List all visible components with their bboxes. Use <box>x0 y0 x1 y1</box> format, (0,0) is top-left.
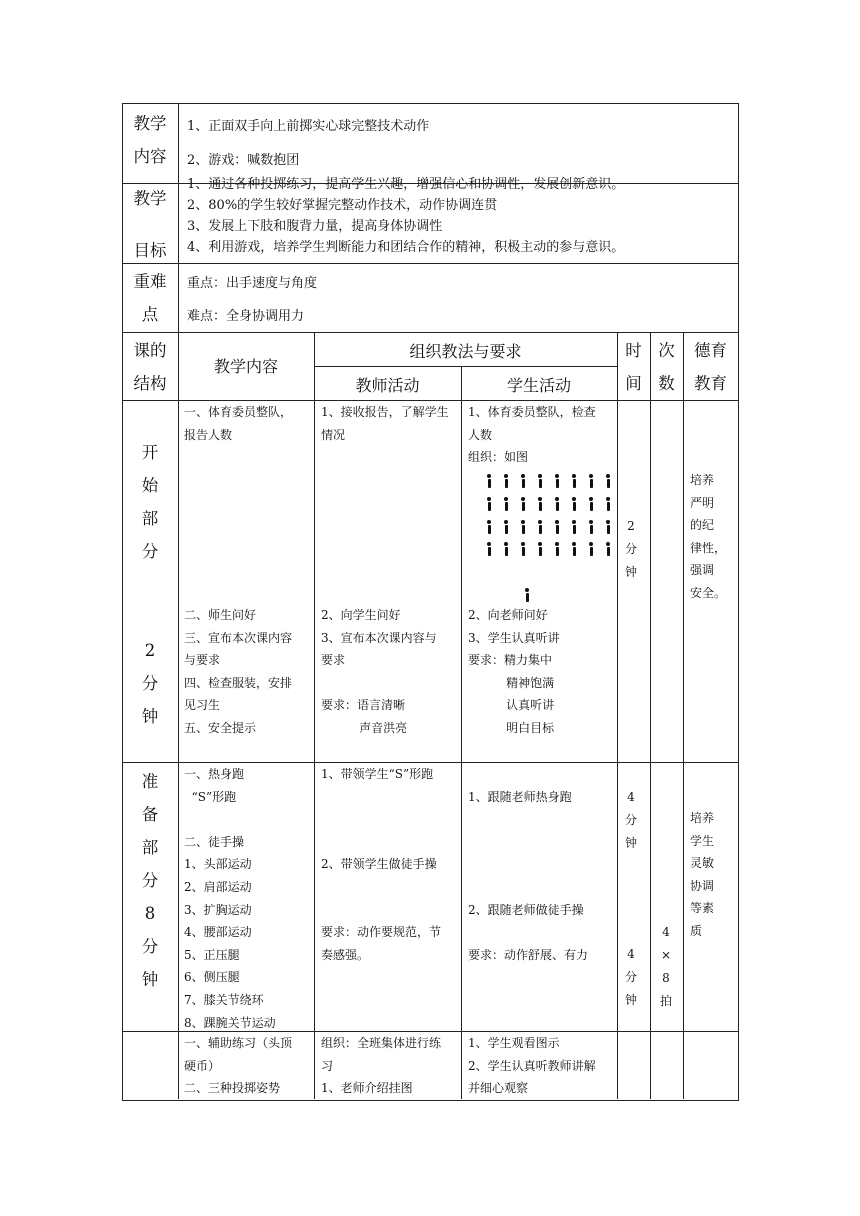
difficult-point: 难点：全身协调用力 <box>187 309 305 324</box>
student-figure-icon <box>538 474 542 488</box>
basic-student: 1、学生观看图示 2、学生认真听教师讲解 并细心观察 <box>468 1036 596 1096</box>
start-student-bottom: 2、向老师问好 3、学生认真听讲 要求：精力集中 精神饱满 认真听讲 明白目标 <box>468 608 560 735</box>
divider <box>122 263 738 264</box>
student-figure-icon <box>555 474 559 488</box>
formation-leader <box>525 587 542 603</box>
start-moral: 培养 严明 的纪 律性， 强调 安全。 <box>690 473 727 600</box>
divider <box>314 366 617 367</box>
student-figure-icon <box>487 474 491 488</box>
student-figure-icon <box>589 520 593 534</box>
student-figure-icon <box>504 474 508 488</box>
header-organization: 组织教法与要求 <box>409 342 522 361</box>
prep-content: 一、热身跑 “S”形跑 二、徒手操 1、头部运动 2、肩部运动 3、扩胸运动 4、腰部运动 5、正压腿 6、侧压腿 7、膝关节绕环 8、踝腕关节运动 <box>184 767 276 1030</box>
header-moral: 德育 教育 <box>694 341 727 393</box>
student-figure-icon <box>521 497 525 511</box>
student-figure-icon <box>572 542 576 556</box>
student-figure-icon <box>589 497 593 511</box>
student-figure-icon <box>572 497 576 511</box>
student-figure-icon <box>504 542 508 556</box>
divider <box>461 366 462 1099</box>
prep-time-run: 4 分 钟 <box>624 790 637 850</box>
student-figure-icon <box>606 497 610 511</box>
student-figure-icon <box>589 542 593 556</box>
student-figure-icon <box>555 542 559 556</box>
prep-moral: 培养 学生 灵敏 协调 等素 质 <box>690 811 715 938</box>
goal-item: 4、利用游戏，培养学生判断能力和团结合作的精神，积极主动的参与意识。 <box>187 240 625 255</box>
prep-teacher: 1、带领学生“S”形跑 2、带领学生做徒手操 要求：动作要规范，节 奏感强。 <box>321 767 442 962</box>
student-figure-icon <box>487 520 491 534</box>
basic-teacher: 组织：全班集体进行练 习 1、老师介绍挂图 <box>321 1036 442 1096</box>
goal-item: 1、通过各种投掷练习，提高学生兴趣，增强信心和协调性，发展创新意识。 <box>187 177 625 192</box>
header-content: 教学内容 <box>213 357 278 376</box>
divider <box>650 332 651 1099</box>
student-figure-icon <box>504 497 508 511</box>
header-time: 时 间 <box>625 341 642 393</box>
divider <box>178 103 179 1099</box>
start-teacher-bottom: 2、向学生问好 3、宣布本次课内容与 要求 要求：语言清晰 声音洪亮 <box>321 608 437 735</box>
start-teacher-top: 1、接收报告，了解学生 情况 <box>321 405 449 442</box>
header-structure: 课的 结构 <box>133 341 167 393</box>
key-point: 重点：出手速度与角度 <box>187 276 318 291</box>
student-figure-icon <box>504 520 508 534</box>
basic-content: 一、辅助练习（头顶 硬币） 二、三种投掷姿势 <box>184 1036 293 1096</box>
goal-item: 2、80%的学生较好掌握完整动作技术，动作协调连贯 <box>187 198 498 213</box>
student-figure-icon <box>606 520 610 534</box>
header-student-activity: 学生活动 <box>506 376 571 395</box>
student-figure-icon <box>555 520 559 534</box>
student-figure-icon <box>521 520 525 534</box>
formation-row <box>487 519 623 535</box>
label-key-points: 重难 点 <box>133 272 167 324</box>
label-teaching-content: 教学 内容 <box>133 114 167 166</box>
student-figure-icon <box>572 520 576 534</box>
start-content-top: 一、体育委员整队， 报告人数 <box>184 405 293 442</box>
label-teaching-goals: 教学 目标 <box>133 189 167 260</box>
student-figure-icon <box>606 542 610 556</box>
teaching-content-item: 1、正面双手向上前掷实心球完整技术动作 <box>187 119 430 134</box>
student-figure-icon <box>589 474 593 488</box>
section-prep-label: 准 备 部 分 8 分 钟 <box>141 772 159 989</box>
prep-count: 4 × 8 拍 <box>659 925 672 1008</box>
student-figure-icon <box>538 520 542 534</box>
header-count: 次 数 <box>658 341 675 393</box>
student-figure-icon <box>487 497 491 511</box>
student-figure-icon <box>538 497 542 511</box>
header-teacher-activity: 教师活动 <box>355 376 420 395</box>
student-figure-icon <box>538 542 542 556</box>
student-figure-icon <box>572 474 576 488</box>
formation-row <box>487 496 623 512</box>
prep-student: 1、跟随老师热身跑 2、跟随老师做徒手操 要求：动作舒展、有力 <box>468 789 589 962</box>
student-figure-icon <box>606 474 610 488</box>
student-figure-icon <box>487 542 491 556</box>
start-time: 2 分 钟 <box>624 519 637 579</box>
formation-row <box>487 541 623 557</box>
teacher-figure-icon <box>525 588 529 602</box>
student-figure-icon <box>521 474 525 488</box>
student-figure-icon <box>521 542 525 556</box>
prep-time-exercise: 4 分 钟 <box>624 947 637 1007</box>
divider <box>314 332 315 1099</box>
start-content-bottom: 二、师生问好 三、宣布本次课内容 与要求 四、检查服装，安排 见习生 五、安全提示 <box>184 608 293 735</box>
section-start-label: 开 始 部 分 2 分 钟 <box>141 443 159 726</box>
goal-item: 3、发展上下肢和腹背力量，提高身体协调性 <box>187 219 443 234</box>
start-student-top: 1、体育委员整队，检查 人数 组织：如图 <box>468 405 596 465</box>
formation-row <box>487 473 623 489</box>
student-figure-icon <box>555 497 559 511</box>
teaching-content-item: 2、游戏：喊数抱团 <box>187 153 300 168</box>
divider <box>683 332 684 1099</box>
